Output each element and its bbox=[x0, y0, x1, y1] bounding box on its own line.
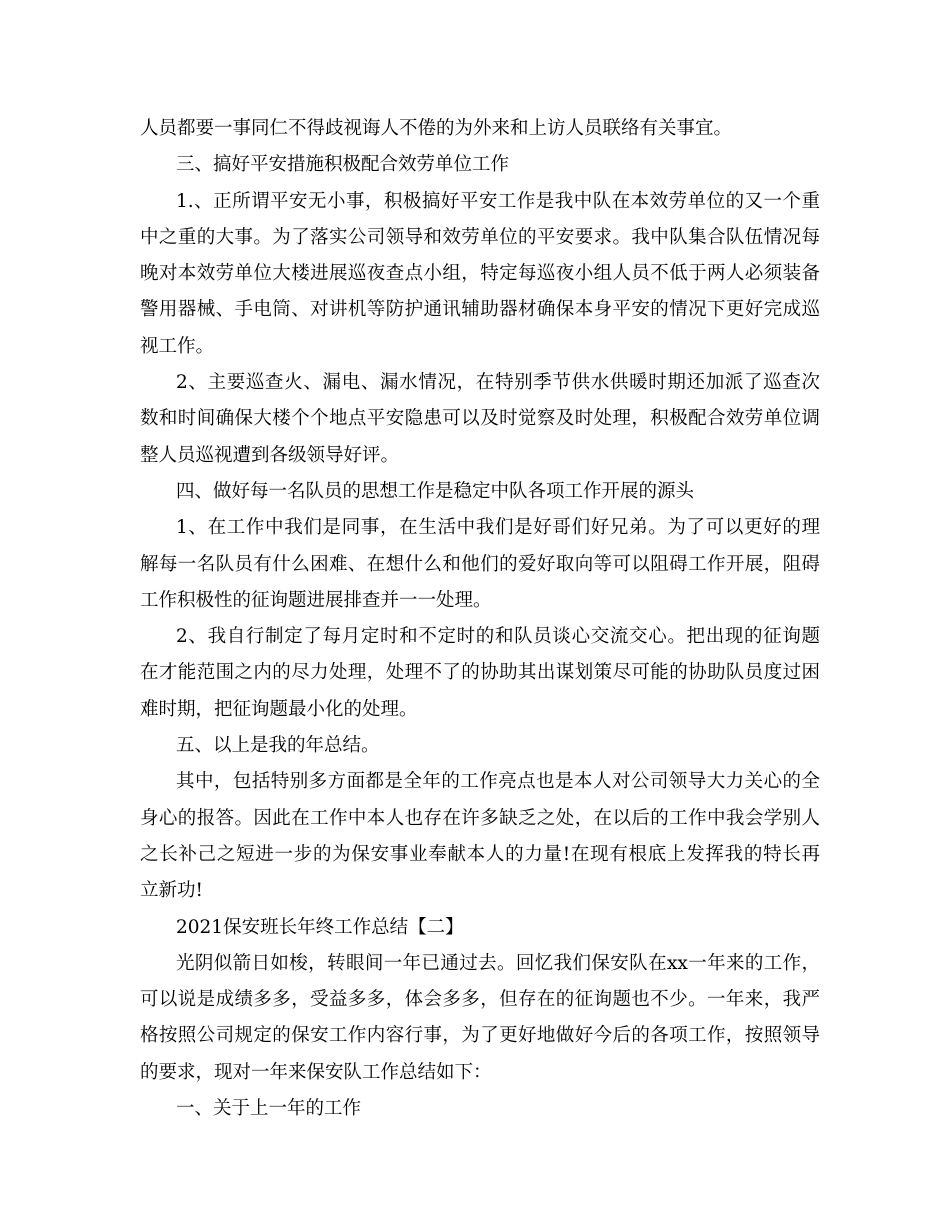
text-line: 2021保安班长年终工作总结【二】 bbox=[176, 916, 464, 938]
text-line: 工作积极性的征询题进展排查并一一处理。 bbox=[140, 589, 492, 611]
text-line: 立新功! bbox=[140, 880, 203, 902]
text-line: 人员都要一事同仁不得歧视诲人不倦的为外来和上访人员联络有关事宜。 bbox=[140, 118, 733, 139]
text-line: 的要求，现对一年来保安队工作总结如下： bbox=[140, 1061, 492, 1083]
document-body bbox=[140, 111, 820, 1127]
text-line: 1、在工作中我们是同事，在生活中我们是好哥们好兄弟。为了可以更好的理 bbox=[176, 517, 820, 539]
text-line: 格按照公司规定的保安工作内容行事，为了更好地做好今后的各项工作，按照领导 bbox=[140, 1025, 820, 1047]
text-line: 三、搞好平安措施积极配合效劳单位工作 bbox=[176, 154, 510, 176]
text-line: 1.、正所谓平安无小事，积极搞好平安工作是我中队在本效劳单位的又一个重 bbox=[176, 190, 820, 212]
text-line: 身心的报答。因此在工作中本人也存在许多缺乏之处，在以后的工作中我会学别人 bbox=[140, 807, 820, 829]
text-line: 晚对本效劳单位大楼进展巡夜查点小组，特定每巡夜小组人员不低于两人必须装备 bbox=[140, 263, 820, 285]
text-line: 光阴似箭日如梭，转眼间一年已通过去。回忆我们保安队在xx一年来的工作， bbox=[176, 952, 820, 974]
text-line: 在才能范围之内的尽力处理，处理不了的协助其出谋划策尽可能的协助队员度过困 bbox=[140, 662, 820, 684]
text-line: 解每一名队员有什么困难、在想什么和他们的爱好取向等可以阻碍工作开展，阻碍 bbox=[140, 553, 820, 575]
text-line: 其中，包括特别多方面都是全年的工作亮点也是本人对公司领导大力关心的全 bbox=[176, 771, 820, 793]
text-line: 难时期，把征询题最小化的处理。 bbox=[140, 698, 418, 720]
text-line: 一、关于上一年的工作 bbox=[176, 1098, 362, 1120]
text-line: 2、我自行制定了每月定时和不定时的和队员谈心交流交心。把出现的征询题 bbox=[176, 626, 820, 648]
text-line: 五、以上是我的年总结。 bbox=[176, 735, 380, 757]
text-line: 中之重的大事。为了落实公司领导和效劳单位的平安要求。我中队集合队伍情况每 bbox=[140, 226, 820, 248]
text-line: 数和时间确保大楼个个地点平安隐患可以及时觉察及时处理，积极配合效劳单位调 bbox=[140, 408, 820, 430]
text-line: 之长补己之短进一步的为保安事业奉献本人的力量!在现有根底上发挥我的特长再 bbox=[140, 843, 820, 865]
text-line: 可以说是成绩多多，受益多多，体会多多，但存在的征询题也不少。一年来，我严 bbox=[140, 989, 820, 1011]
text-line: 警用器械、手电筒、对讲机等防护通讯辅助器材确保本身平安的情况下更好完成巡 bbox=[140, 299, 820, 321]
text-line: 四、做好每一名队员的思想工作是稳定中队各项工作开展的源头 bbox=[176, 480, 695, 502]
text-line: 视工作。 bbox=[140, 335, 215, 357]
text-line: 整人员巡视遭到各级领导好评。 bbox=[140, 444, 400, 466]
text-line: 2、主要巡查火、漏电、漏水情况，在特别季节供水供暖时期还加派了巡查次 bbox=[176, 372, 820, 394]
